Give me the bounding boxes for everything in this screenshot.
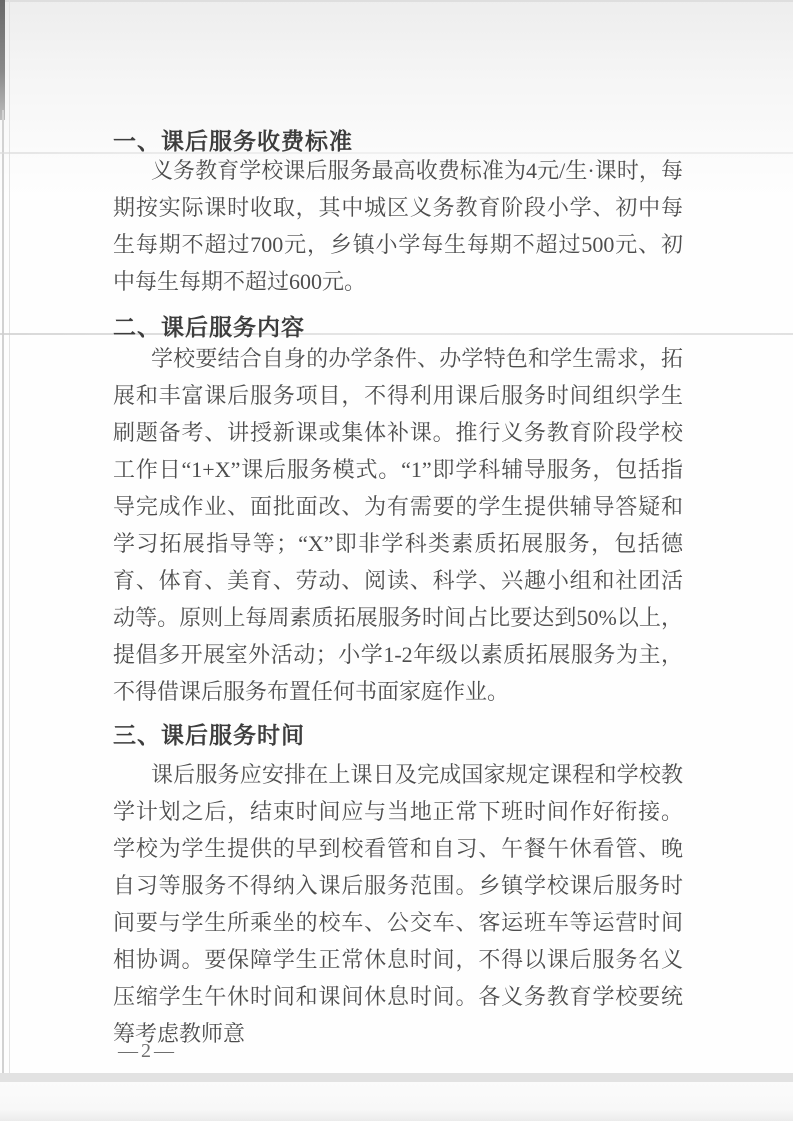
scan-left-edge-shadow [0, 0, 5, 120]
section-heading-fee-standard: 一、课后服务收费标准 [113, 128, 353, 154]
page-number: —2— [118, 1040, 177, 1062]
section-heading-service-time: 三、课后服务时间 [113, 722, 305, 748]
scan-page-bottom-edge [0, 1073, 793, 1082]
section-paragraph-fee-standard: 义务教育学校课后服务最高收费标准为4元/生·课时，每期按实际课时收取，其中城区义务教育阶段小学、初中每生每期不超过700元，乡镇小学每生每期不超过500元、初中每生每期不超过600元。 [113, 158, 683, 294]
scan-top-edge [0, 0, 793, 2]
scan-left-faint-line [9, 0, 10, 1080]
section-paragraph-service-content: 学校要结合自身的办学条件、办学特色和学生需求，拓展和丰富课后服务项目，不得利用课后服务时间组织学生刷题备考、讲授新课或集体补课。推行义务教育阶段学校工作日“1+X”课后服务模式。“1”即学科辅导服务，包括指导完成作业、面批面改、为有需要的学生提供辅导答疑和学习拓展指导等；“X”即非学科类素质拓展服务，包括德育、体育、美育、劳动、阅读、科学、兴趣小组和社团活动等。原则上每周素质拓展服务时间占比要达到50%以上，提倡多开展室外活动；小学1-2年级以素质拓展服务为主，不得借课后服务布置任何书面家庭作业。 [113, 346, 683, 704]
section-paragraph-service-time: 课后服务应安排在上课日及完成国家规定课程和学校教学计划之后，结束时间应与当地正常下班时间作好衔接。学校为学生提供的早到校看管和自习、午餐午休看管、晚自习等服务不得纳入课后服务范围。乡镇学校课后服务时间要与学生所乘坐的校车、公交车、客运班车等运营时间相协调。要保障学生正常休息时间，不得以课后服务名义压缩学生午休时间和课间休息时间。各义务教育学校要统筹考虑教师意 [113, 762, 683, 1046]
scan-below-page-area [0, 1082, 793, 1121]
scan-left-edge-line [2, 110, 4, 1080]
section-heading-service-content: 二、课后服务内容 [113, 314, 305, 340]
